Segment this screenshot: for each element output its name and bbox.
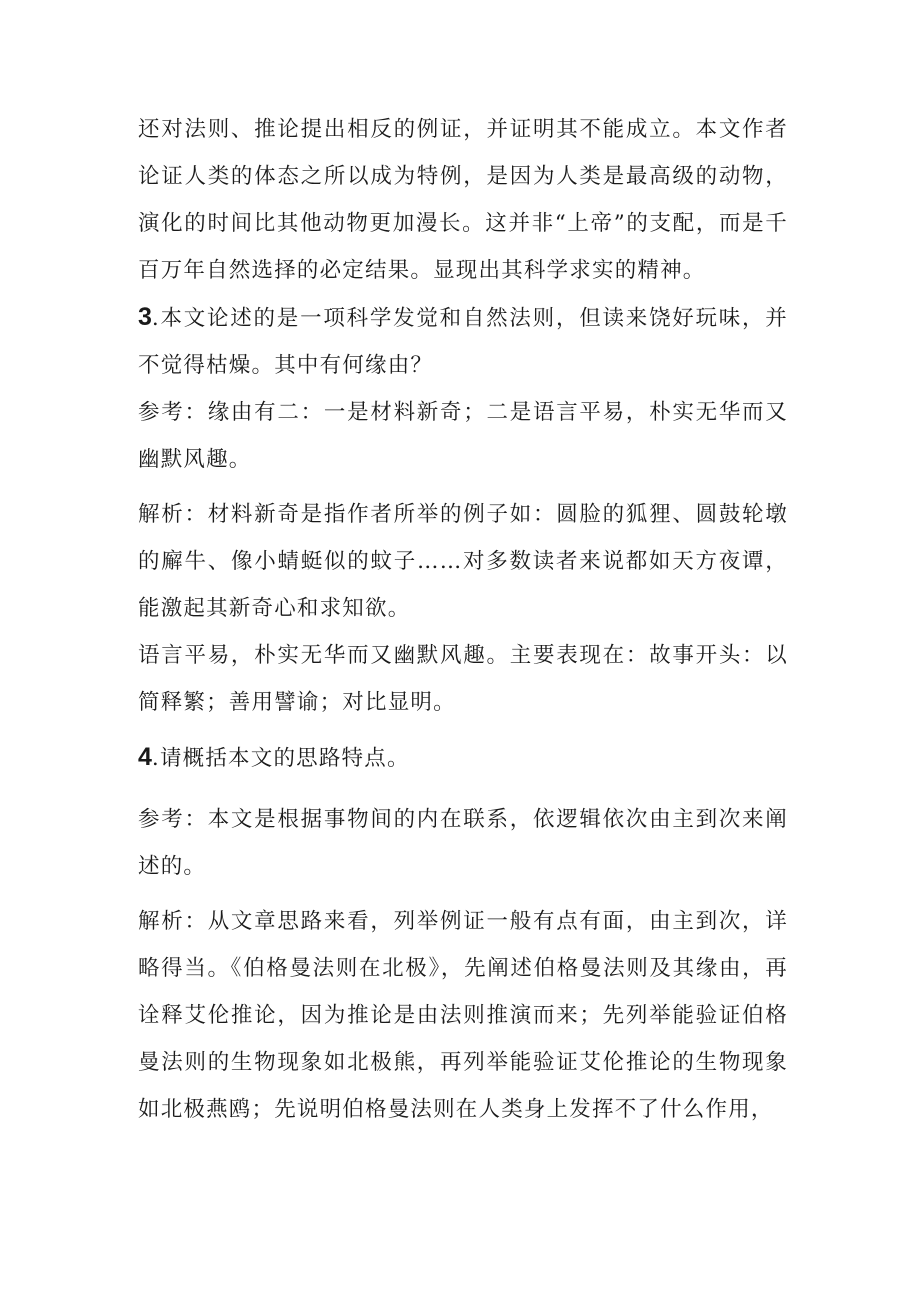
paragraph-text: 解析：材料新奇是指作者所举的例子如：圆脸的狐狸、圆鼓轮墩的廨牛、像小蜻蜓似的蚊子……对多数读者来说都如天方夜谭，能激起其新奇心和求知欲。 [138, 502, 788, 621]
question-text: .本文论述的是一项科学发觉和自然法则，但读来饶好玩味，并不觉得枯燥。其中有何缘由？ [138, 306, 788, 378]
question-text: .请概括本文的思路特点。 [151, 746, 410, 771]
question-number: 4 [138, 743, 152, 771]
question-number: 3 [138, 303, 152, 331]
paragraph-text: 解析：从文章思路来看，列举例证一般有点有面，由主到次，详略得当。《伯格曼法则在北极》，先阐述伯格曼法则及其缘由，再诠释艾伦推论，因为推论是由法则推演而来；先列举能验证伯格曼法则的生物现象如北极熊，再列举能验证艾伦推论的生物现象如北极燕鸥；先说明伯格曼法则在人类身上发挥不了什么作用， [138, 909, 788, 1122]
paragraph-text: 还对法则、推论提出相反的例证，并证明其不能成立。本文作者论证人类的体态之所以成为特例，是因为人类是最高级的动物，演化的时间比其他动物更加漫长。这并非“上帝”的支配，而是千百万年自然选择的必定结果。显现出其科学求实的精神。 [138, 117, 788, 283]
answer-4-analysis [138, 898, 788, 1133]
paragraph-text: 参考：缘由有二：一是材料新奇；二是语言平易，朴实无华而又幽默风趣。 [138, 400, 788, 472]
question-3 [138, 294, 788, 389]
answer-3-language [138, 632, 788, 726]
paragraph-text: 语言平易，朴实无华而又幽默风趣。主要表现在：故事开头：以简释繁；善用譬谕；对比显明。 [138, 643, 788, 715]
paragraph-text: 参考：本文是根据事物间的内在联系，依逻辑依次由主到次来阐述的。 [138, 807, 788, 879]
answer-3-analysis [138, 491, 788, 632]
document-body [138, 106, 788, 1133]
question-4 [138, 734, 788, 782]
paragraph-intro [138, 106, 788, 294]
answer-3-reference [138, 389, 788, 483]
answer-4-reference [138, 796, 788, 890]
